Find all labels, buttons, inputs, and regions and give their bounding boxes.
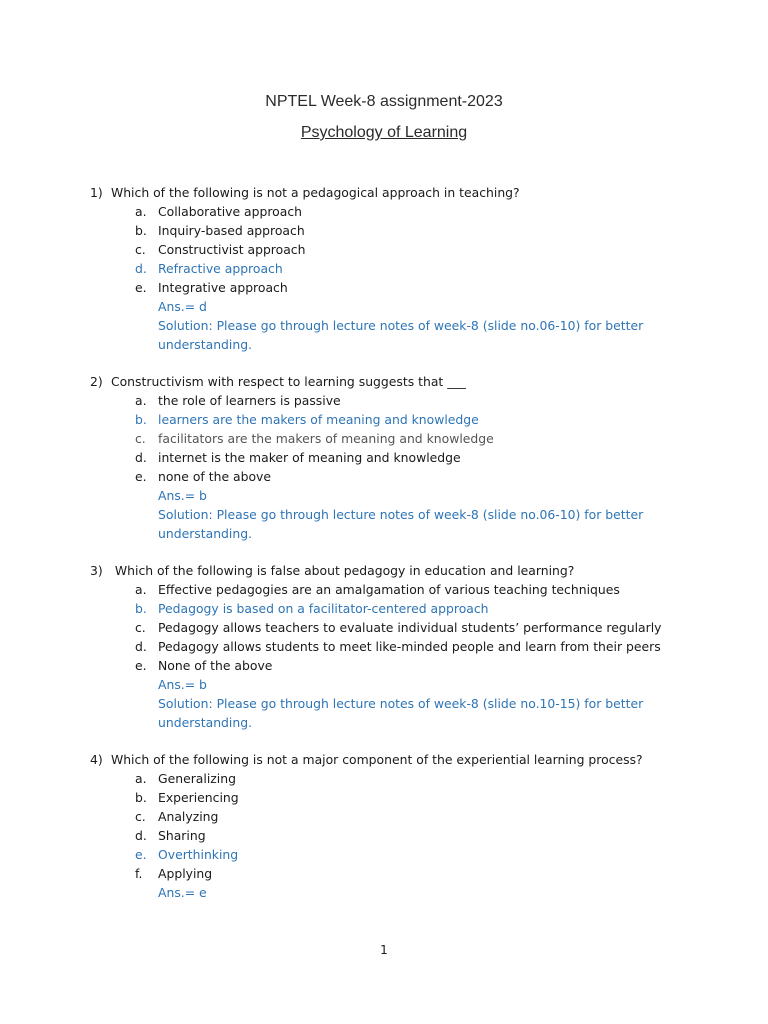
question-number: 3) — [90, 563, 103, 578]
question-4 — [90, 750, 740, 902]
option-b: b. Experiencing — [135, 790, 239, 805]
option-e-correct: e. Overthinking — [135, 847, 239, 862]
question-text: Which of the following is not a major component of the experiential learning process? — [110, 752, 643, 767]
option-f: f. Applying — [135, 866, 213, 881]
question-text: Which of the following is false about pedagogy in education and learning? — [114, 563, 575, 578]
option-e: e. none of the above — [135, 469, 271, 484]
option-a: a. Effective pedagogies are an amalgamation of various teaching techniques — [135, 582, 620, 597]
option-d: d. internet is the maker of meaning and knowledge — [135, 450, 461, 465]
answer-text: Ans.= b — [158, 488, 207, 503]
solution-text: Solution: Please go through lecture notes of week-8 (slide no.06-10) for better understanding. — [158, 507, 644, 541]
option-e: e. Integrative approach — [135, 280, 288, 295]
option-c: c. facilitators are the makers of meaning and knowledge — [135, 431, 494, 446]
option-a: a. Collaborative approach — [135, 204, 303, 219]
option-d-correct: d. Refractive approach — [135, 261, 283, 276]
option-d: d. Pedagogy allows students to meet like-minded people and learn from their peers — [135, 639, 661, 654]
question-number: 1) — [90, 185, 103, 200]
question-3 — [90, 561, 740, 732]
option-b-correct: b. learners are the makers of meaning and knowledge — [135, 412, 479, 427]
option-c: c. Analyzing — [135, 809, 219, 824]
question-1 — [90, 183, 740, 354]
option-d: d. Sharing — [135, 828, 206, 843]
solution-text: Solution: Please go through lecture notes of week-8 (slide no.10-15) for better understanding. — [158, 696, 644, 730]
answer-text: Ans.= b — [158, 677, 207, 692]
question-number: 4) — [90, 752, 103, 767]
option-c: c. Constructivist approach — [135, 242, 306, 257]
option-b-correct: b. Pedagogy is based on a facilitator-centered approach — [135, 601, 489, 616]
page-number: 1 — [380, 943, 388, 957]
option-a: a. the role of learners is passive — [135, 393, 341, 408]
answer-text: Ans.= d — [158, 299, 207, 314]
option-c: c. Pedagogy allows teachers to evaluate individual students’ performance regularly — [135, 620, 662, 635]
question-2 — [90, 372, 740, 543]
solution-text: Solution: Please go through lecture notes of week-8 (slide no.06-10) for better understanding. — [158, 318, 644, 352]
answer-text: Ans.= e — [158, 885, 207, 900]
option-e: e. None of the above — [135, 658, 273, 673]
question-text: Which of the following is not a pedagogical approach in teaching? — [110, 185, 520, 200]
option-b: b. Inquiry-based approach — [135, 223, 305, 238]
question-number: 2) — [90, 374, 103, 389]
document-title: NPTEL Week-8 assignment-2023 — [265, 93, 503, 110]
question-text: Constructivism with respect to learning suggests that ___ — [110, 374, 466, 389]
option-a: a. Generalizing — [135, 771, 236, 786]
document-subtitle: Psychology of Learning — [300, 124, 468, 141]
